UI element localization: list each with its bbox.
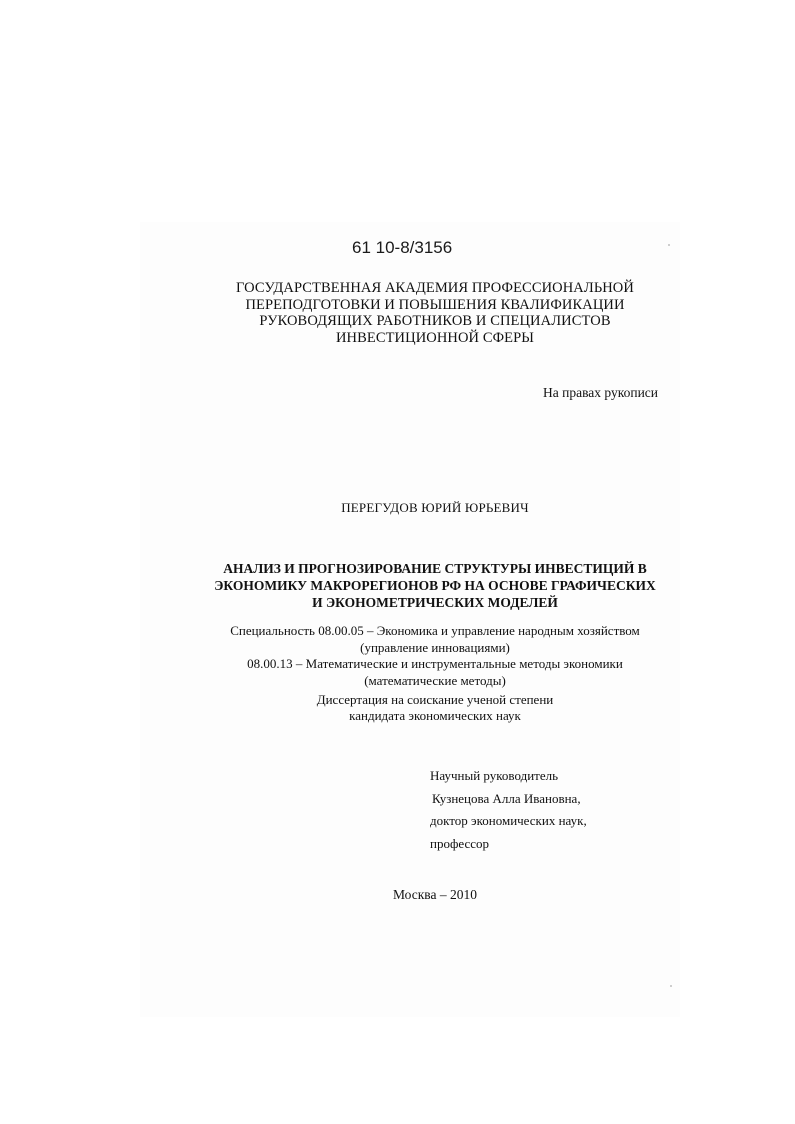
organization-line: ПЕРЕПОДГОТОВКИ И ПОВЫШЕНИЯ КВАЛИФИКАЦИИ <box>245 296 625 313</box>
specialty-line: (управление инновациями) <box>360 639 510 655</box>
title-line: АНАЛИЗ И ПРОГНОЗИРОВАНИЕ СТРУКТУРЫ ИНВЕСТИЦИЙ В <box>223 561 647 576</box>
specialty-line: (математические методы) <box>364 672 506 688</box>
supervisor-name: Кузнецова Алла Ивановна, <box>432 790 581 806</box>
scan-speck <box>668 244 670 246</box>
organization-name <box>200 280 670 346</box>
city-year: Москва – 2010 <box>393 887 477 902</box>
title-line: ЭКОНОМИКУ МАКРОРЕГИОНОВ РФ НА ОСНОВЕ ГРАФИЧЕСКИХ <box>214 578 656 593</box>
title-line: И ЭКОНОМЕТРИЧЕСКИХ МОДЕЛЕЙ <box>312 595 558 610</box>
organization-line: РУКОВОДЯЩИХ РАБОТНИКОВ И СПЕЦИАЛИСТОВ <box>259 313 611 329</box>
author-name: ПЕРЕГУДОВ ЮРИЙ ЮРЬЕВИЧ <box>341 500 529 515</box>
degree-line: кандидата экономических наук <box>349 708 521 723</box>
supervisor-rank: профессор <box>430 835 490 851</box>
specialty-line: 08.00.13 – Математические и инструментальные методы экономики <box>247 656 623 671</box>
degree-line: Диссертация на соискание ученой степени <box>316 692 554 707</box>
supervisor-heading: Научный руководитель <box>430 768 559 783</box>
organization-line: ИНВЕСТИЦИОННОЙ СФЕРЫ <box>335 329 535 346</box>
rights-note: На правах рукописи <box>543 385 659 400</box>
specialty-line: Специальность 08.00.05 – Экономика и управление народным хозяйством <box>230 623 640 638</box>
specialty-block <box>170 623 700 689</box>
organization-line: ГОСУДАРСТВЕННАЯ АКАДЕМИЯ ПРОФЕССИОНАЛЬНОЙ <box>236 280 634 296</box>
catalog-number: 61 10-8/3156 <box>352 238 453 257</box>
supervisor-block <box>430 765 587 855</box>
scan-speck <box>670 985 672 987</box>
supervisor-degree: доктор экономических наук, <box>430 813 587 828</box>
thesis-title <box>170 560 700 611</box>
degree-block <box>170 692 700 724</box>
